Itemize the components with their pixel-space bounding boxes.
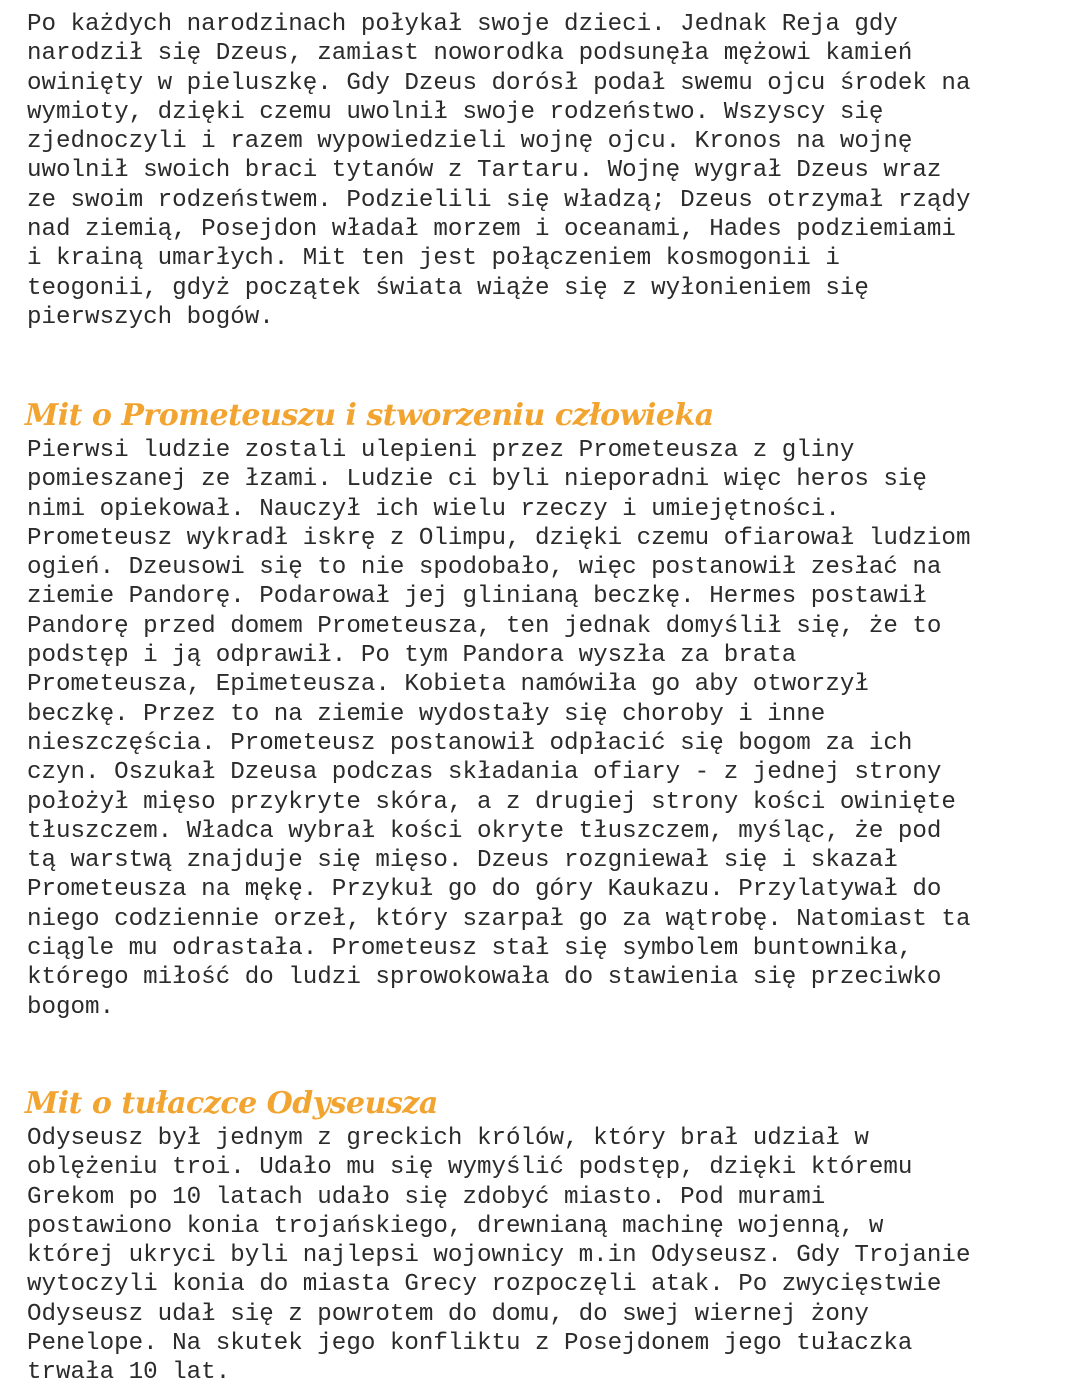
paragraph-odysseus-myth — [27, 1124, 970, 1388]
section-heading-prometheus: Mit o Prometeuszu i stworzeniu człowieka — [25, 398, 714, 433]
text-line: którego miłość do ludzi sprowokowała do stawienia się przeciwko — [27, 964, 942, 992]
text-line: uwolnił swoich braci tytanów z Tartaru. Wojnę wygrał Dzeus wraz — [27, 157, 942, 185]
text-line: oblężeniu troi. Udało mu się wymyślić podstęp, dzięki któremu — [27, 1154, 913, 1182]
text-line: zjednoczyli i razem wypowiedzieli wojnę ojcu. Kronos na wojnę — [27, 128, 913, 156]
text-line: tą warstwą znajduje się mięso. Dzeus rozgniewał się i skazał — [27, 847, 898, 875]
text-line: owinięty w pieluszkę. Gdy Dzeus dorósł podał swemu ojcu środek na — [27, 69, 971, 97]
text-line: trwała 10 lat. — [27, 1359, 231, 1387]
text-line: Pierwsi ludzie zostali ulepieni przez Prometeusza z gliny — [27, 437, 855, 464]
text-line: narodził się Dzeus, zamiast noworodka podsunęła mężowi kamień — [27, 40, 913, 68]
text-line: wytoczyli konia do miasta Grecy rozpoczęli atak. Po zwycięstwie — [27, 1271, 942, 1299]
text-line: beczkę. Przez to na ziemie wydostały się choroby i inne — [27, 700, 826, 728]
text-line: podstęp i ją odprawił. Po tym Pandora wyszła za brata — [27, 642, 797, 670]
text-line: pierwszych bogów. — [27, 303, 274, 331]
text-line: Penelope. Na skutek jego konfliktu z Posejdonem jego tułaczka — [27, 1330, 913, 1358]
text-line: postawiono konia trojańskiego, drewnianą machinę wojenną, w — [27, 1212, 884, 1240]
text-line: Prometeusza, Epimeteusza. Kobieta namówiła go aby otworzył — [27, 671, 869, 699]
text-line: Po każdych narodzinach połykał swoje dzieci. Jednak Reja gdy — [27, 11, 898, 38]
text-line: niego codziennie orzeł, który szarpał go za wątrobę. Natomiast ta — [27, 905, 971, 933]
paragraph-prometheus-myth — [27, 436, 970, 1022]
text-line: Odyseusz udał się z powrotem do domu, do swej wiernej żony — [27, 1300, 869, 1328]
text-line: której ukryci byli najlepsi wojownicy m.in Odyseusz. Gdy Trojanie — [27, 1242, 971, 1270]
text-line: bogom. — [27, 993, 115, 1021]
text-line: nimi opiekował. Nauczył ich wielu rzeczy i umiejętności. — [27, 495, 840, 523]
text-line: i krainą umarłych. Mit ten jest połączeniem kosmogonii i — [27, 245, 840, 273]
text-line: tłuszczem. Władca wybrał kości okryte tłuszczem, myśląc, że pod — [27, 817, 942, 845]
text-line: Prometeusz wykradł iskrę z Olimpu, dzięki czemu ofiarował ludziom — [27, 524, 971, 552]
text-line: czyn. Oszukał Dzeusa podczas składania ofiary - z jednej strony — [27, 759, 942, 787]
text-line: teogonii, gdyż początek świata wiąże się z wyłonieniem się — [27, 274, 869, 302]
text-line: ciągle mu odrastała. Prometeusz stał się symbolem buntownika, — [27, 935, 913, 963]
text-line: ziemie Pandorę. Podarował jej glinianą beczkę. Hermes postawił — [27, 583, 927, 611]
text-line: pomieszanej ze łzami. Ludzie ci byli nieporadni więc heros się — [27, 466, 927, 494]
text-line: ze swoim rodzeństwem. Podzielili się władzą; Dzeus otrzymał rządy — [27, 186, 971, 214]
text-line: Grekom po 10 latach udało się zdobyć miasto. Pod murami — [27, 1183, 826, 1211]
text-line: wymioty, dzięki czemu uwolnił swoje rodzeństwo. Wszyscy się — [27, 98, 884, 126]
section-heading-odysseus: Mit o tułaczce Odyseusza — [25, 1086, 438, 1121]
text-line: Odyseusz był jednym z greckich królów, który brał udział w — [27, 1125, 869, 1152]
paragraph-kronos-myth — [27, 10, 970, 332]
text-line: nad ziemią, Posejdon władał morzem i oceanami, Hades podziemiami — [27, 216, 956, 244]
text-line: Pandorę przed domem Prometeusza, ten jednak domyślił się, że to — [27, 612, 942, 640]
text-line: położył mięso przykryte skóra, a z drugiej strony kości owinięte — [27, 788, 956, 816]
text-line: Prometeusza na mękę. Przykuł go do góry Kaukazu. Przylatywał do — [27, 876, 942, 904]
text-line: ogień. Dzeusowi się to nie spodobało, więc postanowił zesłać na — [27, 554, 942, 582]
text-line: nieszczęścia. Prometeusz postanowił odpłacić się bogom za ich — [27, 729, 913, 757]
